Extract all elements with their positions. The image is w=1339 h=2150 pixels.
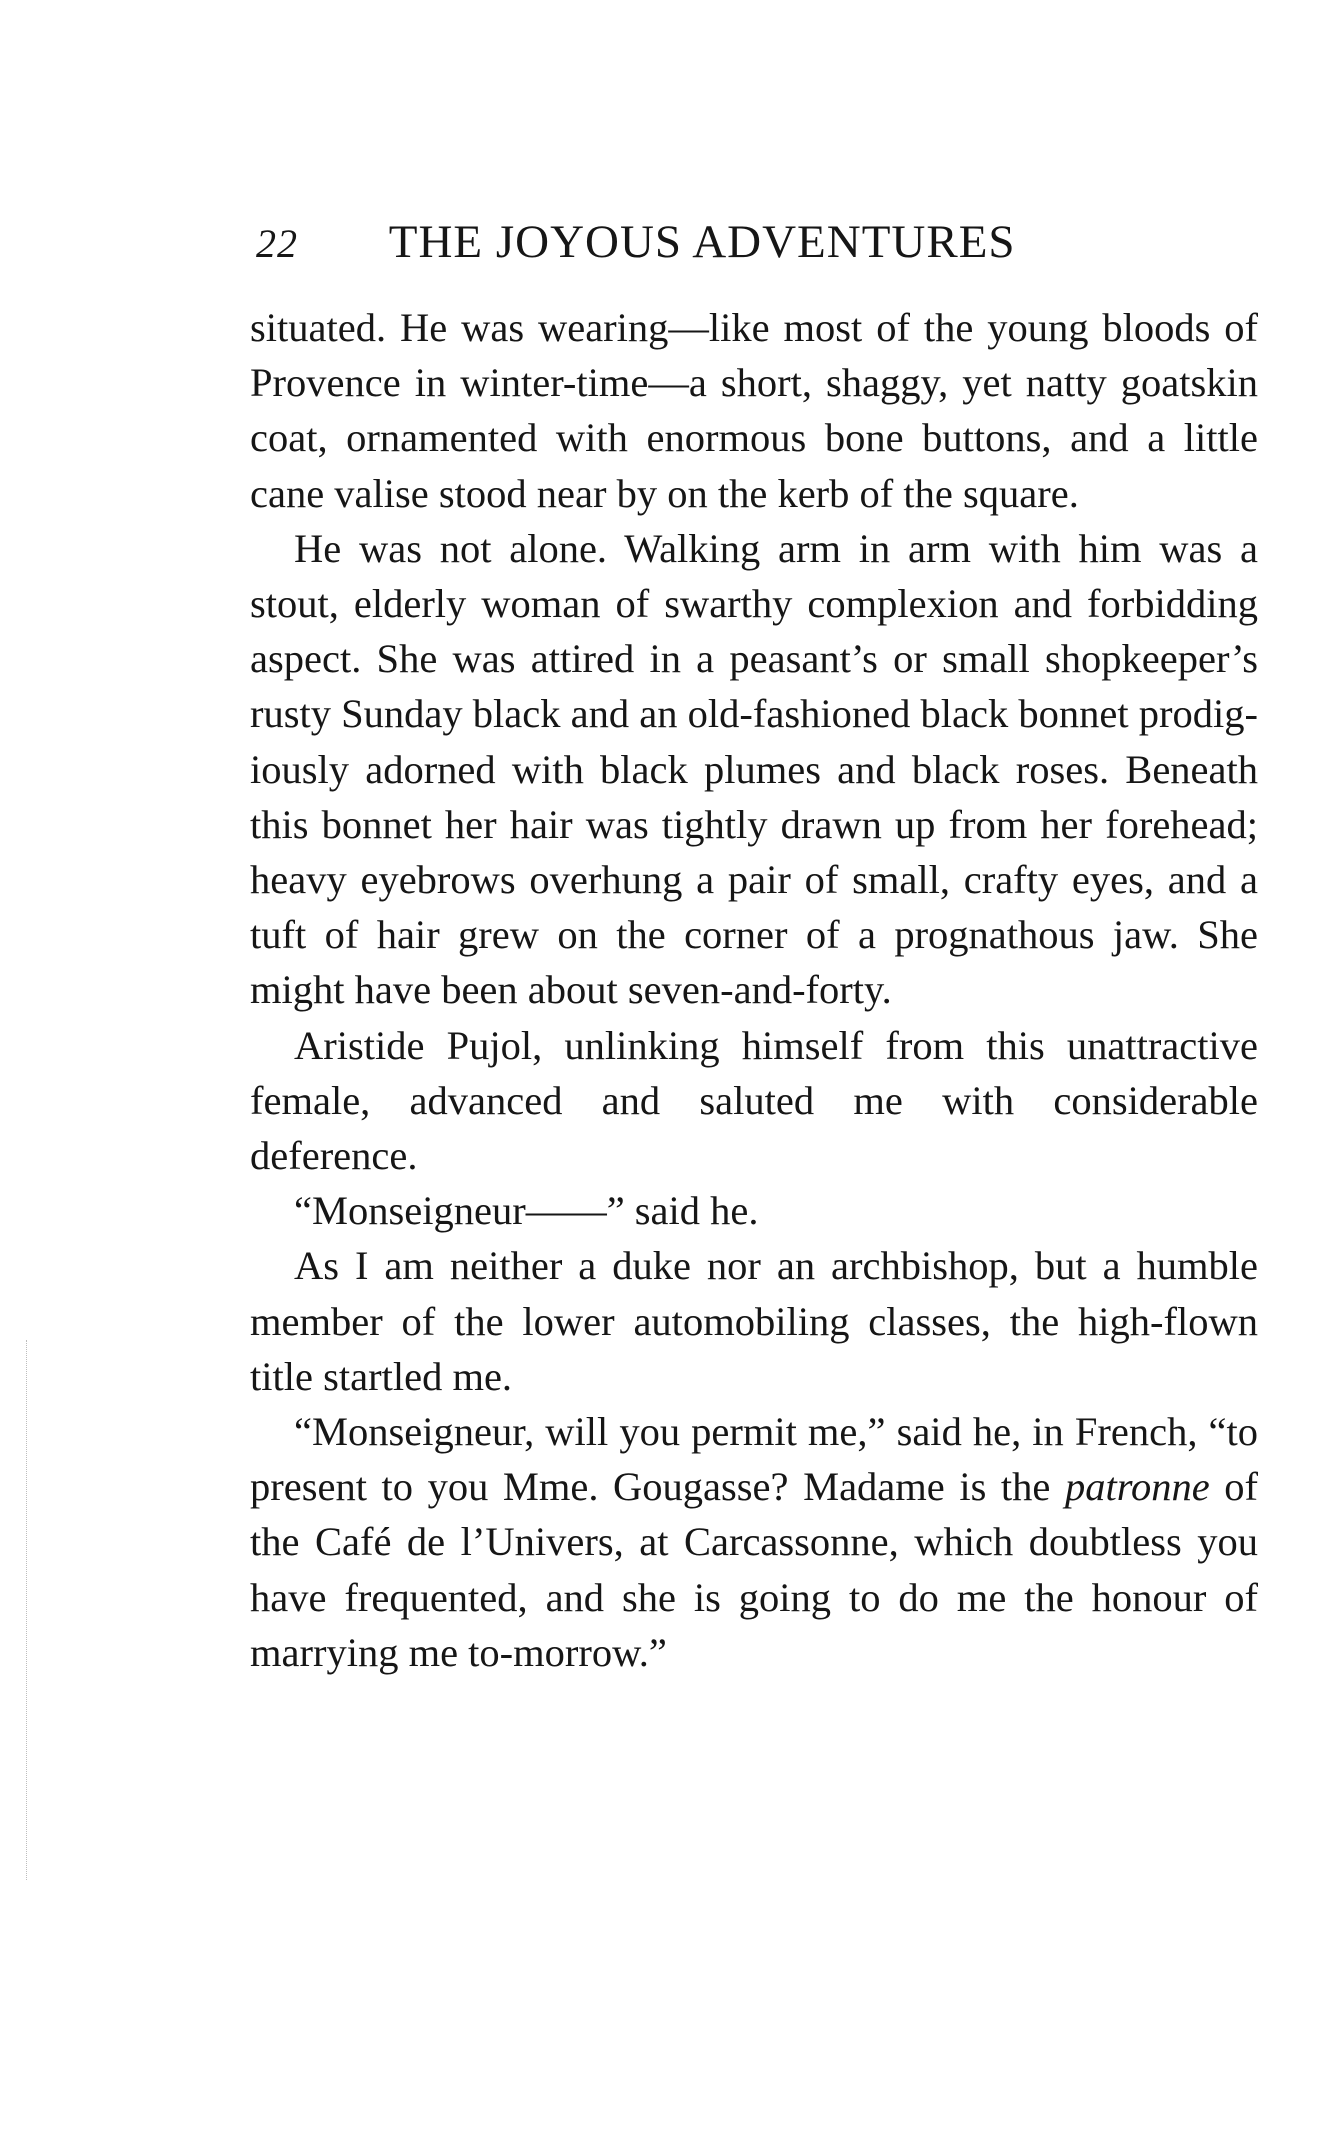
paragraph-6-text-before: “Monseigneur, will you permit me,” said he, in French, “to present to you Mme. Gougasse? Madame is the (250, 1409, 1258, 1510)
emphasis-patronne: patronne (1064, 1464, 1210, 1510)
paragraph-3: Aristide Pujol, unlinking himself from this unattractive female, advanced and saluted me with considerable deference. (250, 1022, 1258, 1179)
paragraph-6-text-after: of the Café de l’Univers, at Carcassonne, which doubtless you have frequented, and she is going to do me the honour of marrying me to-morrow.” (250, 1464, 1258, 1675)
running-title: THE JOYOUS ADVENTURES (388, 216, 1016, 268)
running-head (256, 212, 1116, 272)
page-number: 22 (256, 221, 298, 266)
paragraph-1: situated. He was wearing—like most of the young bloods of Provence in winter-time—a short, shaggy, yet natty goatskin coat, ornamented with enormous bone buttons, and a little cane valise stood near by on the kerb of the square. (250, 305, 1258, 516)
paragraph-5: As I am neither a duke nor an archbishop, but a humble member of the lower automobiling classes, the high-flown title startled me. (250, 1243, 1258, 1399)
paragraph-6 (250, 1404, 1258, 1680)
paragraph-2: He was not alone. Walking arm in arm with him was a stout, elderly woman of swarthy complexion and forbidding aspect. She was attired in a peasant’s or small shopkeeper’s rusty Sunday black and an old-fashioned black bonnet prodigiously adorned with black plumes and black roses. Beneath this bonnet her hair was tightly drawn up from her forehead; heavy eyebrows overhung a pair of small, crafty eyes, and a tuft of hair grew on the corner of a prognathous jaw. She might have been about seven-and-forty. (250, 525, 1258, 1013)
paragraph-4: “Monseigneur——” said he. (294, 1188, 759, 1234)
page-edge-specks (26, 1340, 30, 1880)
body-text (250, 300, 1258, 1680)
